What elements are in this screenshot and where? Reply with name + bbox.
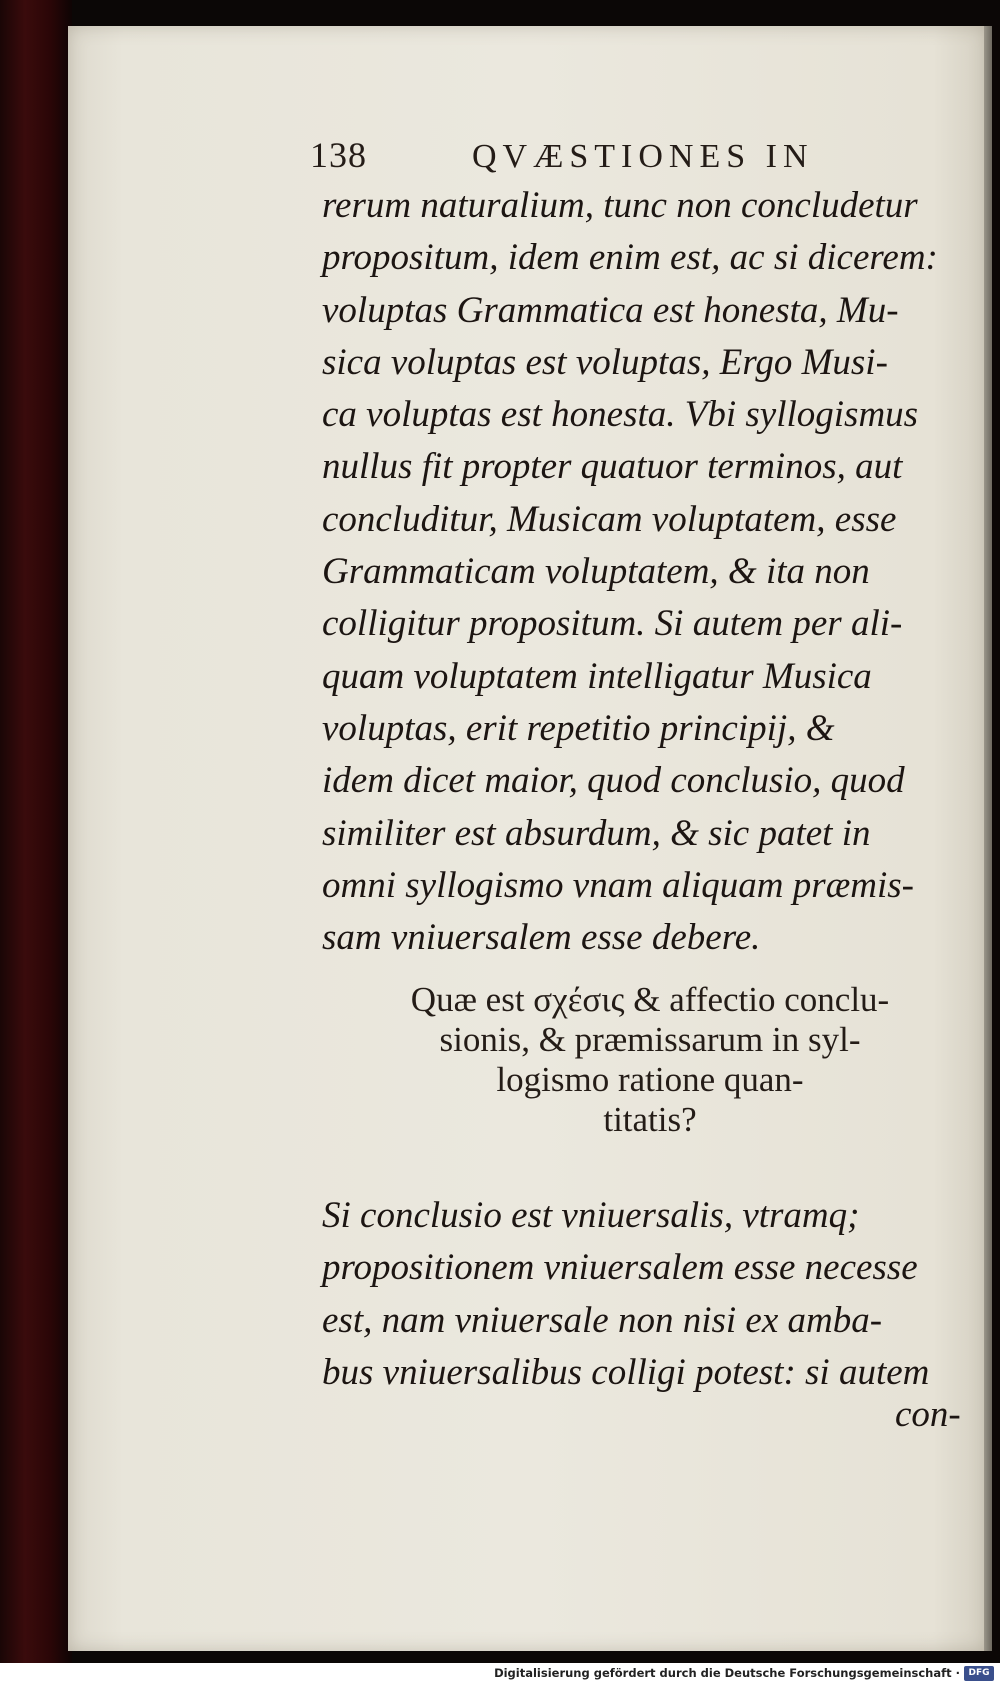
- page-number: 138: [310, 135, 367, 175]
- page-edge: [984, 26, 992, 1651]
- dfg-logo: [964, 1666, 994, 1681]
- footer-bar: [0, 1663, 1000, 1685]
- body-paragraph-2: Si conclusio est vniuersalis, vtramq; propositionem vniuersalem esse necesse est, nam vniuersale non nisi ex amba- bus vniuersalibus colligi potest: si autem: [322, 1195, 930, 1393]
- catchword: con-: [895, 1394, 961, 1435]
- section-heading: Quæ est σχέσις & affectio conclu- sionis, & præmissarum in syl- logismo ratione quan- titatis?: [410, 980, 890, 1139]
- footer-credit: Digitalisierung gefördert durch die Deutsche Forschungsgemeinschaft ·: [494, 1666, 960, 1680]
- book-binding-edge: [0, 0, 72, 1663]
- dfg-logo-text: DFG: [968, 1668, 990, 1678]
- body-paragraph: rerum naturalium, tunc non concludetur propositum, idem enim est, ac si dicerem: voluptas Grammatica est honesta, Mu- sica voluptas est voluptas, Ergo Musi- ca voluptas est honesta. Vbi syllogismus nullus fit propter quatuor terminos, aut concluditur, Musicam voluptatem, esse Grammaticam voluptatem, & ita non colligitur propositum. Si autem per ali- quam voluptatem intelligatur Musica voluptas, erit repetitio principij, & idem dicet maior, quod conclusio, quod similiter est absurdum, & sic patet in omni syllogismo vnam aliquam præmis- sam vniuersalem esse debere.: [322, 185, 938, 959]
- running-header: QVÆSTIONES IN: [472, 138, 814, 175]
